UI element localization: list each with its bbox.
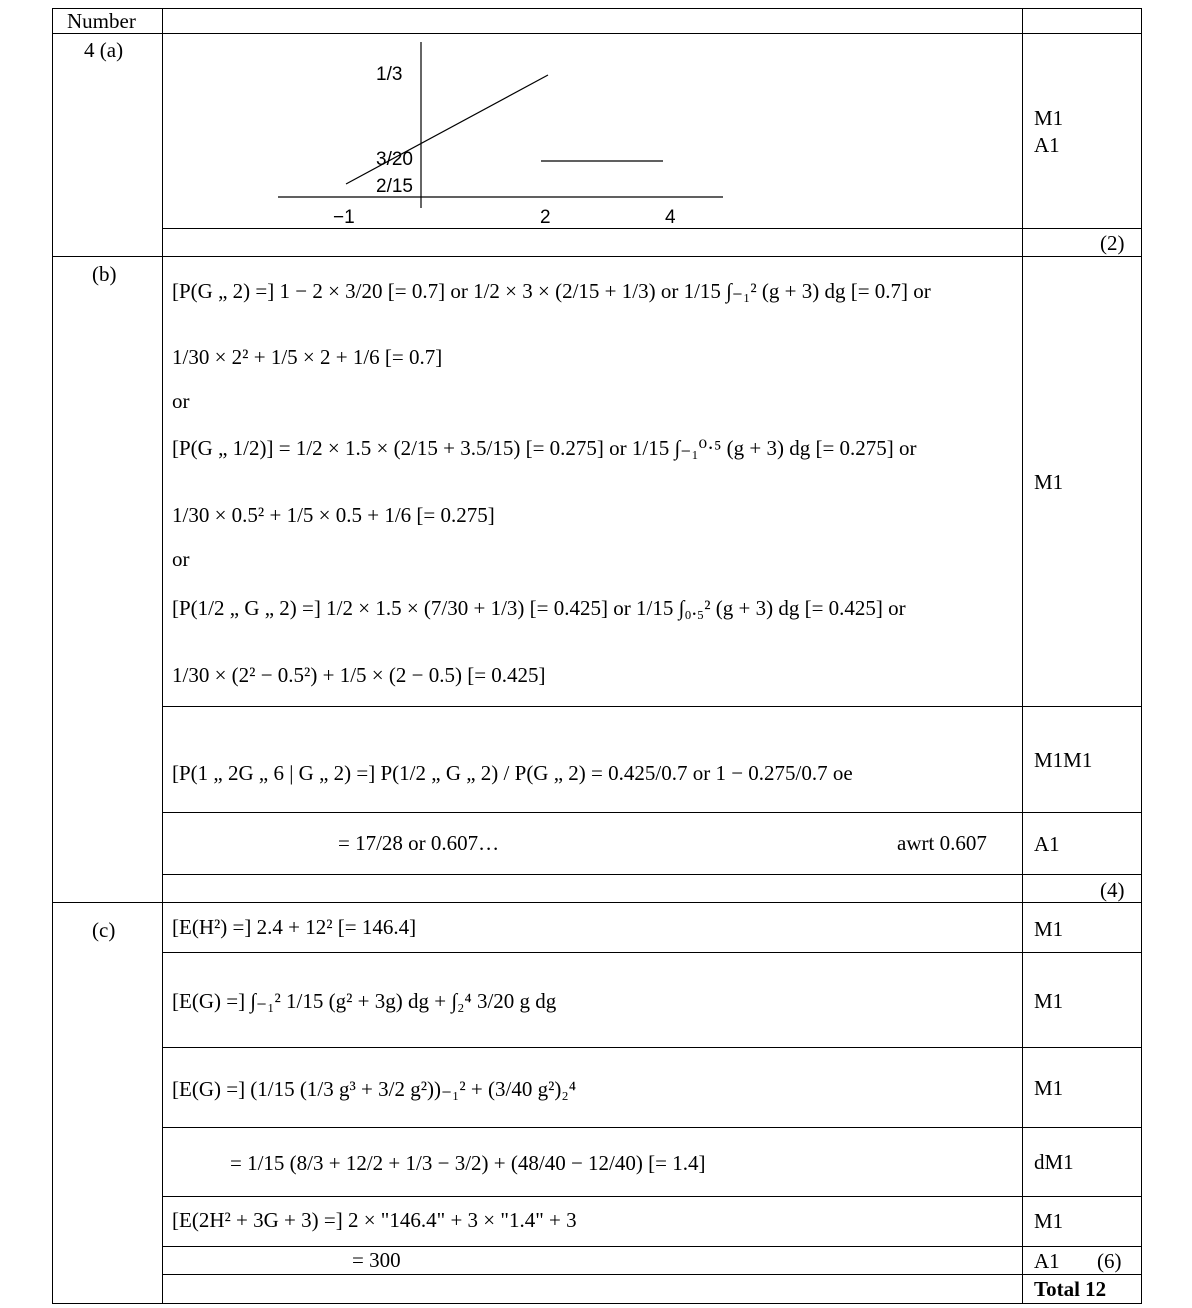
mark-c-1: M1 [1034, 917, 1064, 941]
mark-b-1: M1 [1034, 470, 1064, 494]
part-c-line-2: [E(G) =] ∫₋₁² 1/15 (g² + 3g) dg + ∫₂⁴ 3/20 g dg [172, 989, 557, 1013]
part-b-or-2: or [172, 547, 190, 571]
y-label-three-twentieths: 3/20 [376, 149, 413, 170]
y-label-two-fifteenths: 2/15 [376, 176, 413, 197]
part-b-or-1: or [172, 389, 190, 413]
part-b-line-1: [P(G „ 2) =] 1 − 2 × 3/20 [= 0.7] or 1/2 × 3 × (2/15 + 1/3) or 1/15 ∫₋₁² (g + 3) dg [= 0.7] or [172, 279, 931, 303]
part-b-line-5: [P(1/2 „ G „ 2) =] 1/2 × 1.5 × (7/30 + 1/3) [= 0.425] or 1/15 ∫₀.₅² (g + 3) dg [= 0.425] or [172, 596, 906, 620]
mark-c-3: M1 [1034, 1076, 1064, 1100]
mark-c-5: M1 [1034, 1209, 1064, 1233]
part-a-label: 4 (a) [84, 38, 124, 62]
part-b-awrt-note: awrt 0.607 [897, 831, 987, 855]
mark-c-6: A1 [1034, 1249, 1060, 1273]
mark-b-2: M1M1 [1034, 748, 1093, 772]
part-b-line-8: = 17/28 or 0.607… [338, 831, 500, 855]
number-column-header: Number [67, 9, 136, 33]
part-c-line-5: [E(2H² + 3G + 3) =] 2 × "146.4" + 3 × "1.4" + 3 [172, 1208, 577, 1232]
grand-total: Total 12 [1034, 1277, 1107, 1301]
part-c-line-3: [E(G) =] (1/15 (1/3 g³ + 3/2 g²))₋₁² + (3/40 g²)₂⁴ [172, 1077, 577, 1101]
part-b-line-2: 1/30 × 2² + 1/5 × 2 + 1/6 [= 0.7] [172, 345, 443, 369]
part-b-line-6: 1/30 × (2² − 0.5²) + 1/5 × (2 − 0.5) [= 0.425] [172, 663, 546, 687]
part-b-label: (b) [92, 262, 117, 286]
part-b-line-3: [P(G „ 1/2)] = 1/2 × 1.5 × (2/15 + 3.5/15) [= 0.275] or 1/15 ∫₋₁⁰·⁵ (g + 3) dg [= 0.275] or [172, 436, 917, 460]
x-label-two: 2 [540, 207, 551, 228]
part-c-label: (c) [92, 918, 116, 942]
part-b-line-7: [P(1 „ 2G „ 6 | G „ 2) =] P(1/2 „ G „ 2) / P(G „ 2) = 0.425/0.7 or 1 − 0.275/0.7 oe [172, 761, 853, 785]
subtotal-a: (2) [1100, 231, 1125, 255]
x-label-four: 4 [665, 207, 676, 228]
subtotal-b: (4) [1100, 878, 1125, 902]
part-b-line-4: 1/30 × 0.5² + 1/5 × 0.5 + 1/6 [= 0.275] [172, 503, 495, 527]
mark-c-4: dM1 [1034, 1150, 1074, 1174]
pdf-sketch-graph [163, 34, 1021, 228]
mark-c-2: M1 [1034, 989, 1064, 1013]
part-c-line-4: = 1/15 (8/3 + 12/2 + 1/3 − 3/2) + (48/40 − 12/40) [= 1.4] [230, 1151, 706, 1175]
part-c-line-1: [E(H²) =] 2.4 + 12² [= 146.4] [172, 915, 417, 939]
y-label-one-third: 1/3 [376, 64, 403, 85]
part-c-line-6: = 300 [352, 1248, 401, 1272]
mark-a-2: A1 [1034, 133, 1060, 157]
subtotal-c: (6) [1097, 1249, 1122, 1273]
mark-b-3: A1 [1034, 832, 1060, 856]
x-label-minus-one: −1 [333, 207, 355, 228]
mark-a-1: M1 [1034, 106, 1064, 130]
